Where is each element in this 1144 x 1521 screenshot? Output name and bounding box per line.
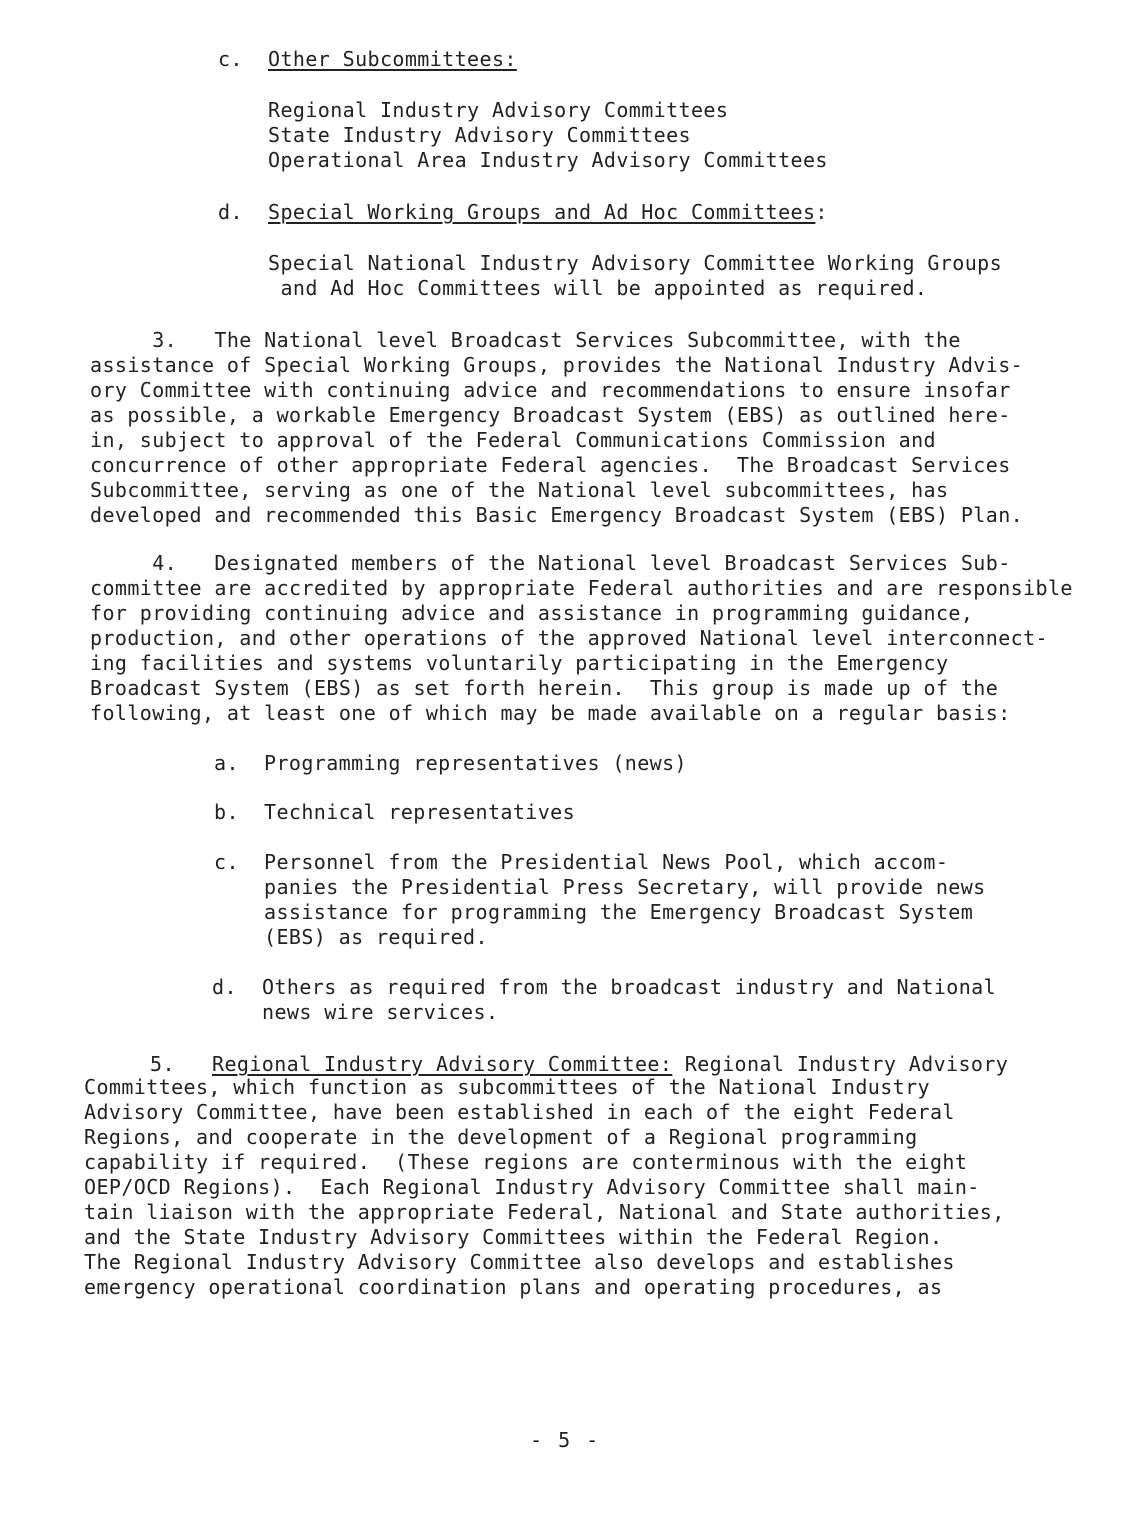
text-line: Subcommittee, serving as one of the National level subcommittees, has [90, 478, 949, 502]
text-line: news wire services. [262, 1000, 499, 1024]
paragraph-5-heading: Regional Industry Advisory Committee: [212, 1052, 673, 1076]
text-line: Special National Industry Advisory Committee Working Groups [268, 251, 1003, 275]
text-line: OEP/OCD Regions). Each Regional Industry Advisory Committee shall main- [84, 1175, 980, 1199]
text-line: developed and recommended this Basic Emergency Broadcast System (EBS) Plan. [90, 503, 1024, 527]
paragraph-5-first-line [212, 1052, 1008, 1077]
section-d-body [268, 251, 1002, 301]
item-a [264, 751, 687, 776]
text-line: Programming representatives (news) [264, 751, 687, 775]
text-line: assistance for programming the Emergency Broadcast System [264, 900, 974, 924]
text-line: production, and other operations of the approved National level interconnect- [90, 626, 1048, 650]
text-line: Technical representatives [264, 800, 576, 824]
section-d-marker: d. [218, 200, 243, 224]
text-line: The Regional Industry Advisory Committee also develops and establishes [84, 1250, 955, 1274]
section-d-heading-line [268, 200, 828, 225]
section-c-heading: Other Subcommittees: [268, 47, 517, 71]
text-line: ory Committee with continuing advice and recommendations to ensure insofar [90, 378, 1011, 402]
item-b [264, 800, 575, 825]
section-c-list [268, 98, 828, 173]
paragraph-3 [90, 328, 1023, 528]
paragraph-5-first-line-rest: Regional Industry Advisory [672, 1052, 1009, 1076]
text-line: capability if required. (These regions are conterminous with the eight [84, 1150, 968, 1174]
item-c [264, 850, 986, 950]
text-line: as possible, a workable Emergency Broadcast System (EBS) as outlined here- [90, 403, 1011, 427]
paragraph-4 [90, 551, 1073, 726]
text-line: concurrence of other appropriate Federal agencies. The Broadcast Services [90, 453, 1011, 477]
text-line: panies the Presidential Press Secretary, will provide news [264, 875, 986, 899]
item-d [262, 975, 996, 1025]
list-item: Regional Industry Advisory Committees [268, 98, 729, 122]
text-line: Regions, and cooperate in the development of a Regional programming [84, 1125, 918, 1149]
text-line: Advisory Committee, have been established in each of the eight Federal [84, 1100, 955, 1124]
text-line: Broadcast System (EBS) as set forth herein. This group is made up of the [90, 676, 999, 700]
text-line: for providing continuing advice and assistance in programming guidance, [90, 601, 974, 625]
paragraph-5-number: 5. [150, 1052, 175, 1076]
text-line: ing facilities and systems voluntarily participating in the Emergency [90, 651, 949, 675]
list-item: State Industry Advisory Committees [268, 123, 691, 147]
section-d-heading: Special Working Groups and Ad Hoc Committees [268, 200, 816, 224]
text-line: 3. The National level Broadcast Services Subcommittee, with the [90, 328, 961, 352]
item-b-marker: b. [214, 800, 239, 824]
item-d-marker: d. [212, 975, 237, 999]
text-line: tain liaison with the appropriate Federal, National and State authorities, [84, 1200, 1005, 1224]
text-line: following, at least one of which may be made available on a regular basis: [90, 701, 1011, 725]
text-line: (EBS) as required. [264, 925, 488, 949]
text-line: Personnel from the Presidential News Pool, which accom- [264, 850, 949, 874]
page-number: - 5 - [530, 1428, 601, 1452]
text-line: 4. Designated members of the National level Broadcast Services Sub- [90, 551, 1011, 575]
text-line: and Ad Hoc Committees will be appointed as required. [268, 276, 928, 300]
text-line: Others as required from the broadcast industry and National [262, 975, 997, 999]
text-line: committee are accredited by appropriate Federal authorities and are responsible [90, 576, 1073, 600]
text-line: in, subject to approval of the Federal Communications Commission and [90, 428, 936, 452]
list-item: Operational Area Industry Advisory Committees [268, 148, 828, 172]
item-a-marker: a. [214, 751, 239, 775]
text-line: emergency operational coordination plans and operating procedures, as [84, 1275, 943, 1299]
section-c-marker: c. [218, 47, 243, 71]
text-line: Committees, which function as subcommittees of the National Industry [84, 1075, 930, 1099]
item-c-marker: c. [214, 850, 239, 874]
paragraph-5 [84, 1075, 1005, 1300]
section-d-heading-suffix: : [815, 200, 828, 224]
text-line: and the State Industry Advisory Committees within the Federal Region. [84, 1225, 943, 1249]
text-line: assistance of Special Working Groups, provides the National Industry Advis- [90, 353, 1024, 377]
